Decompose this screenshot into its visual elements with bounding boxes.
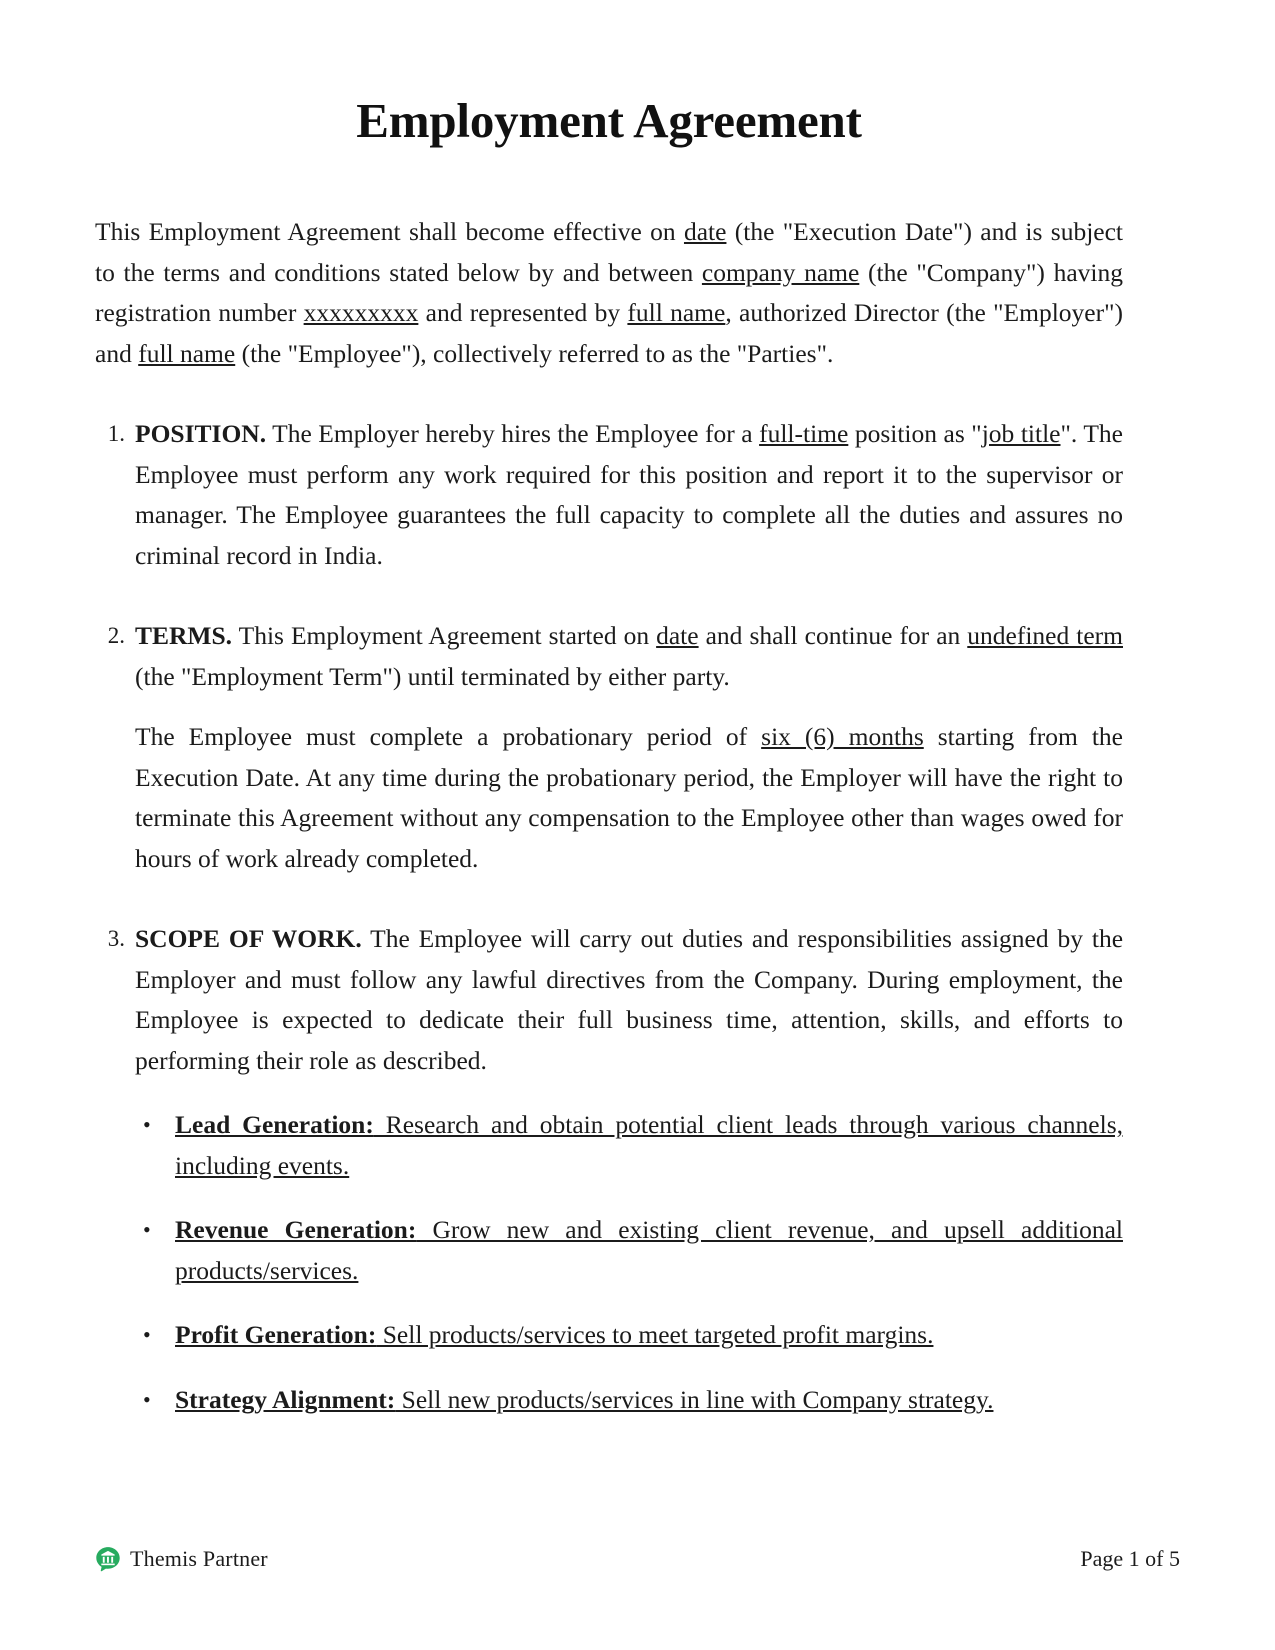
- clause-scope-paragraph: [135, 919, 1123, 1081]
- clause-terms-probation-paragraph: [135, 717, 1123, 879]
- duty-text-revenue-generation: Grow new and existing client revenue, and upsell additional products/services.: [175, 1215, 1123, 1285]
- intro-text-5: , authorized Director (the "Employer") and: [95, 298, 1123, 368]
- clause-item-scope-of-work: [95, 919, 1123, 1420]
- page-number-label: Page 1 of 5: [1080, 1546, 1180, 1571]
- duty-label-profit-generation: Profit Generation:: [175, 1320, 377, 1349]
- list-item: [135, 1105, 1123, 1186]
- clause-position-text-3: ". The Employee must perform any work required for this position and report it to the supervisor or manager. The Employee guarantees the full capacity to complete all the duties and assures no criminal record in India.: [135, 419, 1123, 570]
- list-item: [135, 1380, 1123, 1421]
- clause-scope-heading: SCOPE OF WORK.: [135, 924, 362, 953]
- intro-text-2: (the "Execution Date") and is subject to the terms and conditions stated below by and between: [95, 217, 1124, 287]
- intro-text-4: and represented by: [418, 298, 628, 327]
- duty-label-lead-generation: Lead Generation:: [175, 1110, 374, 1139]
- intro-placeholder-registration-number: xxxxxxxxx: [303, 298, 419, 327]
- clause-terms-placeholder-probation-period: six (6) months: [761, 722, 924, 751]
- clause-list: [95, 414, 1123, 1420]
- intro-paragraph: [95, 149, 1123, 374]
- duty-label-strategy-alignment: Strategy Alignment:: [175, 1384, 396, 1414]
- clause-terms-paragraph: [135, 616, 1123, 697]
- clause-item-terms: [95, 616, 1123, 879]
- page-footer: [95, 1542, 1180, 1576]
- duties-list: [135, 1105, 1123, 1420]
- clause-terms-heading: TERMS.: [135, 621, 233, 650]
- clause-position-text-1: The Employer hereby hires the Employee for a: [266, 419, 760, 448]
- clause-position-text-2: position as ": [848, 419, 982, 448]
- clause-position-paragraph: [135, 414, 1123, 576]
- duty-text-lead-generation: Research and obtain potential client leads through various channels, including events.: [175, 1110, 1123, 1180]
- clause-terms-placeholder-start-date: date: [656, 621, 699, 650]
- clause-terms-probation-text-2: starting from the Execution Date. At any time during the probationary period, the Employer will have the right to terminate this Agreement without any compensation to the Employee other than wages owed for hours of work already completed.: [135, 722, 1123, 873]
- clause-terms-text-2: and shall continue for an: [698, 621, 968, 650]
- list-item: [135, 1210, 1123, 1291]
- clause-terms-placeholder-term-length: undefined term: [967, 621, 1123, 650]
- bank-building-icon: [95, 1546, 121, 1572]
- clause-scope-text: The Employee will carry out duties and responsibilities assigned by the Employer and must follow any lawful directives from the Company. During employment, the Employee is expected to dedicate their full business time, attention, skills, and efforts to performing their role as described.: [135, 924, 1124, 1075]
- list-item: [135, 1315, 1123, 1356]
- duty-text-profit-generation: Sell products/services to meet targeted profit margins.: [376, 1320, 934, 1349]
- intro-placeholder-company-name: company name: [701, 257, 860, 287]
- intro-text-1: This Employment Agreement shall become effective on: [95, 217, 684, 246]
- clause-terms-text-3: (the "Employment Term") until terminated by either party.: [135, 661, 730, 691]
- intro-placeholder-employee-name: full name: [138, 338, 236, 368]
- brand-logo: [95, 1546, 268, 1572]
- duty-text-strategy-alignment: Sell new products/services in line with Company strategy.: [395, 1384, 994, 1414]
- brand-name-label: Themis Partner: [130, 1546, 268, 1571]
- intro-text-3: (the "Company") having registration number: [95, 257, 1123, 327]
- clause-terms-text-1: This Employment Agreement started on: [232, 621, 657, 650]
- clause-terms-probation-text-1: The Employee must complete a probationary period of: [135, 722, 762, 751]
- intro-placeholder-director-name: full name: [627, 298, 726, 327]
- page-title: Employment Agreement: [356, 93, 862, 148]
- clause-position-placeholder-employment-type: full-time: [759, 419, 849, 448]
- clause-position-placeholder-job-title: job title: [981, 419, 1061, 448]
- intro-placeholder-date: date: [683, 217, 727, 246]
- duty-label-revenue-generation: Revenue Generation:: [175, 1215, 417, 1244]
- clause-item-position: [95, 414, 1123, 576]
- clause-position-heading: POSITION.: [135, 419, 267, 448]
- intro-text-6: (the "Employee"), collectively referred to as the "Parties".: [235, 338, 834, 368]
- document-body: [95, 0, 1123, 1420]
